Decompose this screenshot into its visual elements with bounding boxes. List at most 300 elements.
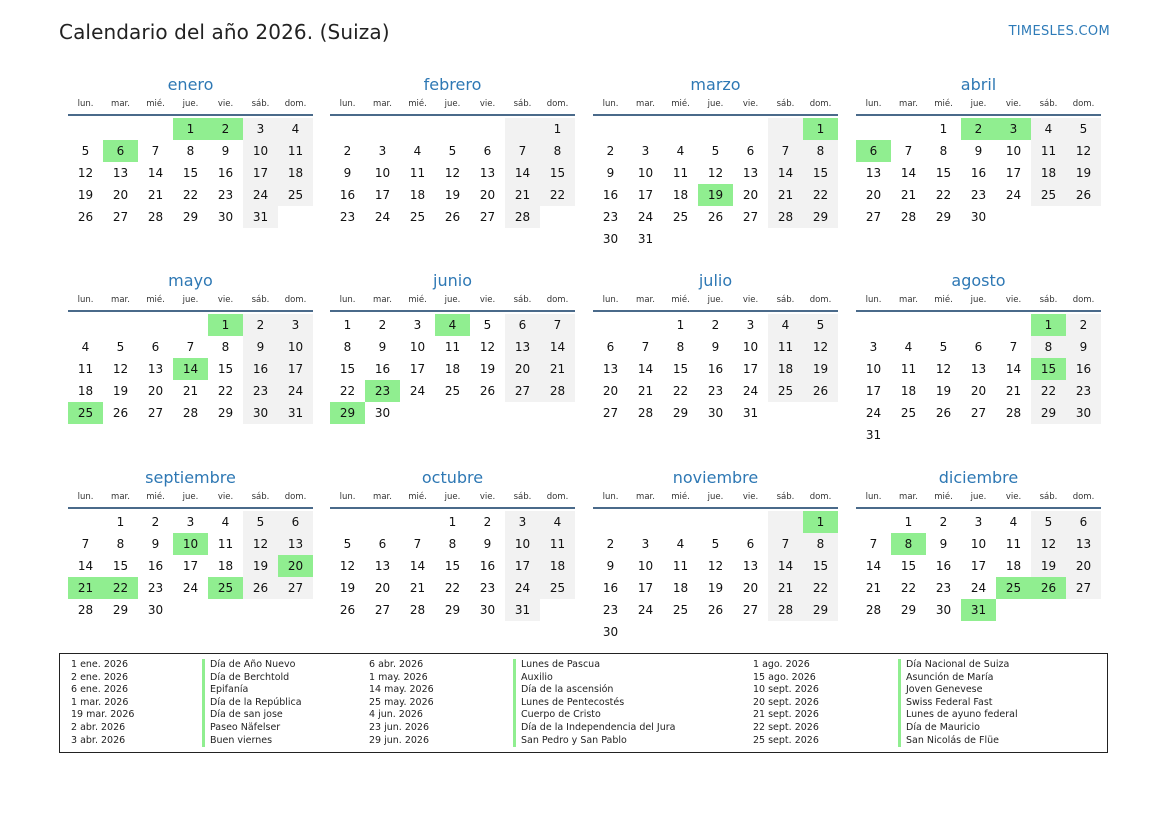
day-cell: 19 — [1066, 162, 1101, 184]
day-cell: 28 — [768, 206, 803, 228]
day-cell: 23 — [217, 188, 234, 202]
day-cell: 23 — [479, 581, 496, 595]
day-cell: 17 — [182, 559, 199, 573]
day-cell: 27 — [147, 406, 164, 420]
day-cell: 18 — [768, 358, 803, 380]
day-cell: 30 — [479, 603, 496, 617]
empty-cell — [593, 118, 628, 140]
legend-holiday-name: Lunes de ayuno federal — [898, 709, 1018, 722]
day-cell: 16 — [479, 559, 496, 573]
day-cell: 10 — [243, 140, 278, 162]
day-cell: 16 — [707, 362, 724, 376]
day-cell: 21 — [768, 184, 803, 206]
day-cell: 15 — [803, 162, 838, 184]
day-cell: 2 — [343, 144, 352, 158]
day-cell: 25 — [540, 577, 575, 599]
empty-cell — [803, 228, 838, 250]
day-cell: 17 — [1005, 166, 1022, 180]
day-cell: 28 — [409, 603, 426, 617]
day-cell: 11 — [409, 166, 426, 180]
day-cell: 21 — [1005, 384, 1022, 398]
day-cell: 29 — [444, 603, 461, 617]
day-cell: 20 — [742, 581, 759, 595]
day-cell: 26 — [444, 210, 461, 224]
day-cell: 24 — [637, 603, 654, 617]
empty-cell — [628, 118, 663, 140]
day-cell: 1 — [676, 318, 685, 332]
day-cell: 5 — [343, 537, 352, 551]
legend-holiday-name: Paseo Näfelser — [202, 722, 302, 735]
day-cell: 5 — [1066, 118, 1101, 140]
day-cell: 30 — [147, 603, 164, 617]
day-cell: 6 — [746, 144, 755, 158]
day-cell: 22 — [103, 577, 138, 599]
day-cell: 5 — [711, 537, 720, 551]
day-cell: 15 — [672, 362, 689, 376]
day-cell: 15 — [1031, 358, 1066, 380]
day-cell: 25 — [409, 210, 426, 224]
day-cell: 4 — [435, 314, 470, 336]
day-cell: 24 — [970, 581, 987, 595]
day-cell: 18 — [540, 555, 575, 577]
day-cell: 18 — [278, 162, 313, 184]
weekday-header — [856, 98, 1101, 116]
day-cell: 10 — [1005, 144, 1022, 158]
day-cell: 14 — [173, 358, 208, 380]
empty-cell — [768, 228, 803, 250]
day-cell: 12 — [444, 166, 461, 180]
weekday-label: mar. — [899, 492, 918, 502]
legend-date: 2 abr. 2026 — [71, 721, 126, 733]
empty-cell — [470, 118, 505, 140]
month-title: mayo — [168, 271, 213, 290]
empty-cell — [1066, 599, 1101, 621]
day-cell: 20 — [602, 384, 619, 398]
legend-dates-col-3 — [753, 659, 819, 747]
day-cell: 18 — [1005, 559, 1022, 573]
day-cell: 4 — [768, 314, 803, 336]
empty-cell — [891, 118, 926, 140]
empty-cell — [996, 599, 1031, 621]
weekday-label: lun. — [77, 99, 94, 109]
day-cell: 7 — [1009, 340, 1018, 354]
day-cell: 19 — [479, 362, 496, 376]
weekday-label: mar. — [373, 99, 392, 109]
day-cell: 7 — [768, 140, 803, 162]
day-cell: 27 — [742, 210, 759, 224]
legend-date: 20 sept. 2026 — [753, 696, 819, 708]
day-grid — [330, 118, 575, 228]
day-cell: 17 — [742, 362, 759, 376]
day-cell: 21 — [768, 577, 803, 599]
day-cell: 12 — [707, 166, 724, 180]
month-agosto — [856, 271, 1101, 446]
day-cell: 5 — [1031, 511, 1066, 533]
weekday-label: mar. — [899, 295, 918, 305]
weekday-label: jue. — [444, 295, 461, 305]
month-abril — [856, 75, 1101, 228]
day-cell: 2 — [606, 537, 615, 551]
day-cell: 12 — [479, 340, 496, 354]
day-cell: 15 — [182, 166, 199, 180]
day-cell: 5 — [116, 340, 125, 354]
day-cell: 22 — [444, 581, 461, 595]
weekday-label: sáb. — [776, 492, 795, 502]
day-cell: 11 — [444, 340, 461, 354]
day-cell: 29 — [803, 206, 838, 228]
day-cell: 15 — [900, 559, 917, 573]
day-cell: 9 — [243, 336, 278, 358]
weekday-label: sáb. — [513, 492, 532, 502]
day-cell: 27 — [374, 603, 391, 617]
legend-date: 6 abr. 2026 — [369, 659, 424, 670]
empty-cell — [856, 511, 891, 533]
day-cell: 22 — [540, 184, 575, 206]
day-cell: 27 — [1066, 577, 1101, 599]
day-cell: 12 — [707, 559, 724, 573]
day-cell: 24 — [374, 210, 391, 224]
day-cell: 10 — [173, 533, 208, 555]
weekday-label: mié. — [146, 492, 165, 502]
day-cell: 19 — [77, 188, 94, 202]
weekday-header — [593, 294, 838, 312]
day-cell: 14 — [540, 336, 575, 358]
weekday-label: sáb. — [513, 295, 532, 305]
legend-holiday-name: San Pedro y San Pablo — [513, 735, 675, 748]
day-cell: 29 — [935, 210, 952, 224]
day-cell: 30 — [602, 232, 619, 246]
legend-dates-col-2 — [369, 659, 434, 747]
day-cell: 2 — [1066, 314, 1101, 336]
day-cell: 22 — [900, 581, 917, 595]
day-cell: 14 — [768, 162, 803, 184]
day-cell: 12 — [803, 336, 838, 358]
day-cell: 5 — [803, 314, 838, 336]
empty-cell — [891, 424, 926, 446]
day-cell: 6 — [1066, 511, 1101, 533]
weekday-label: lun. — [339, 492, 356, 502]
day-cell: 23 — [602, 603, 619, 617]
day-cell: 31 — [865, 428, 882, 442]
day-cell: 18 — [672, 581, 689, 595]
day-cell: 14 — [409, 559, 426, 573]
day-cell: 9 — [711, 340, 720, 354]
day-cell: 6 — [505, 314, 540, 336]
day-grid — [68, 314, 313, 424]
weekday-label: mié. — [408, 492, 427, 502]
day-cell: 24 — [637, 210, 654, 224]
empty-cell — [663, 118, 698, 140]
day-cell: 2 — [243, 314, 278, 336]
weekday-label: mié. — [408, 99, 427, 109]
day-cell: 29 — [182, 210, 199, 224]
empty-cell — [733, 228, 768, 250]
legend-date: 23 jun. 2026 — [369, 721, 430, 733]
day-cell: 8 — [1031, 336, 1066, 358]
day-cell: 11 — [278, 140, 313, 162]
empty-cell — [400, 511, 435, 533]
day-cell: 7 — [505, 140, 540, 162]
empty-cell — [926, 314, 961, 336]
day-grid — [856, 118, 1101, 228]
day-cell: 20 — [742, 188, 759, 202]
day-cell: 6 — [746, 537, 755, 551]
legend-holiday-name: Lunes de Pascua — [513, 659, 675, 672]
day-cell: 10 — [278, 336, 313, 358]
day-cell: 8 — [891, 533, 926, 555]
day-cell: 3 — [641, 537, 650, 551]
day-cell: 17 — [505, 555, 540, 577]
day-cell: 7 — [540, 314, 575, 336]
empty-cell — [435, 402, 470, 424]
day-cell: 20 — [479, 188, 496, 202]
day-cell: 8 — [676, 340, 685, 354]
day-cell: 15 — [540, 162, 575, 184]
day-cell: 1 — [116, 515, 125, 529]
day-cell: 20 — [374, 581, 391, 595]
day-cell: 11 — [672, 559, 689, 573]
legend-date: 19 mar. 2026 — [71, 709, 135, 721]
day-cell: 20 — [970, 384, 987, 398]
empty-cell — [278, 599, 313, 621]
day-cell: 29 — [1031, 402, 1066, 424]
empty-cell — [470, 402, 505, 424]
legend-date: 3 abr. 2026 — [71, 734, 126, 746]
day-cell: 3 — [746, 318, 755, 332]
day-grid — [856, 511, 1101, 621]
legend-holiday-name: Buen viernes — [202, 735, 302, 748]
day-cell: 26 — [77, 210, 94, 224]
day-cell: 10 — [505, 533, 540, 555]
legend-holiday-name: Día de la República — [202, 697, 302, 710]
day-cell: 29 — [900, 603, 917, 617]
day-cell: 25 — [900, 406, 917, 420]
weekday-label: sáb. — [776, 99, 795, 109]
day-cell: 25 — [672, 603, 689, 617]
month-title: septiembre — [145, 468, 236, 487]
empty-cell — [1066, 424, 1101, 446]
day-cell: 12 — [935, 362, 952, 376]
day-cell: 27 — [505, 380, 540, 402]
day-cell: 13 — [374, 559, 391, 573]
day-cell: 5 — [711, 144, 720, 158]
month-title: marzo — [690, 75, 741, 94]
weekday-label: vie. — [1005, 99, 1022, 109]
day-cell: 2 — [378, 318, 387, 332]
day-cell: 2 — [711, 318, 720, 332]
day-cell: 23 — [339, 210, 356, 224]
weekday-label: lun. — [602, 99, 619, 109]
day-cell: 1 — [448, 515, 457, 529]
weekday-label: dom. — [1072, 295, 1095, 305]
empty-cell — [593, 314, 628, 336]
day-cell: 8 — [343, 340, 352, 354]
day-cell: 9 — [1066, 336, 1101, 358]
empty-cell — [540, 402, 575, 424]
day-cell: 26 — [339, 603, 356, 617]
month-mayo — [68, 271, 313, 424]
day-cell: 12 — [339, 559, 356, 573]
day-cell: 30 — [602, 625, 619, 639]
day-cell: 23 — [365, 380, 400, 402]
weekday-label: lun. — [865, 295, 882, 305]
day-cell: 13 — [505, 336, 540, 358]
empty-cell — [733, 511, 768, 533]
day-cell: 10 — [742, 340, 759, 354]
day-cell: 28 — [182, 406, 199, 420]
day-cell: 13 — [147, 362, 164, 376]
day-cell: 18 — [444, 362, 461, 376]
empty-cell — [505, 118, 540, 140]
day-cell: 4 — [676, 144, 685, 158]
month-title: octubre — [421, 468, 484, 487]
day-cell: 22 — [935, 188, 952, 202]
empty-cell — [593, 511, 628, 533]
day-cell: 18 — [77, 384, 94, 398]
site-link[interactable]: TIMESLES.COM — [1008, 24, 1110, 39]
weekday-label: mar. — [373, 295, 392, 305]
day-cell: 7 — [413, 537, 422, 551]
day-cell: 26 — [707, 210, 724, 224]
weekday-label: sáb. — [251, 99, 270, 109]
day-cell: 4 — [278, 118, 313, 140]
legend-holiday-name: Día de la ascensión — [513, 684, 675, 697]
weekday-header — [330, 98, 575, 116]
empty-cell — [138, 314, 173, 336]
day-cell: 26 — [479, 384, 496, 398]
month-title: febrero — [423, 75, 482, 94]
day-cell: 5 — [483, 318, 492, 332]
weekday-label: vie. — [1005, 295, 1022, 305]
day-cell: 26 — [935, 406, 952, 420]
weekday-label: mar. — [111, 492, 130, 502]
legend-holiday-name: Swiss Federal Fast — [898, 697, 1018, 710]
empty-cell — [628, 621, 663, 643]
day-cell: 8 — [116, 537, 125, 551]
day-cell: 9 — [343, 166, 352, 180]
legend-date: 14 may. 2026 — [369, 684, 434, 696]
day-cell: 31 — [742, 406, 759, 420]
day-cell: 15 — [339, 362, 356, 376]
day-cell: 6 — [974, 340, 983, 354]
empty-cell — [768, 621, 803, 643]
day-cell: 25 — [768, 380, 803, 402]
empty-cell — [628, 314, 663, 336]
day-cell: 13 — [1066, 533, 1101, 555]
day-cell: 31 — [505, 599, 540, 621]
day-cell: 21 — [409, 581, 426, 595]
weekday-label: dom. — [546, 492, 569, 502]
day-cell: 25 — [996, 577, 1031, 599]
day-cell: 25 — [68, 402, 103, 424]
weekday-label: sáb. — [251, 492, 270, 502]
legend-date: 6 ene. 2026 — [71, 684, 128, 696]
weekday-label: sáb. — [251, 295, 270, 305]
day-cell: 16 — [217, 166, 234, 180]
day-cell: 9 — [606, 166, 615, 180]
weekday-label: lun. — [865, 492, 882, 502]
day-cell: 31 — [961, 599, 996, 621]
day-grid — [68, 511, 313, 621]
day-cell: 10 — [374, 166, 391, 180]
day-cell: 15 — [217, 362, 234, 376]
day-cell: 14 — [1005, 362, 1022, 376]
empty-cell — [330, 118, 365, 140]
day-cell: 14 — [865, 559, 882, 573]
empty-cell — [400, 402, 435, 424]
day-grid — [856, 314, 1101, 446]
empty-cell — [278, 206, 313, 228]
day-cell: 6 — [378, 537, 387, 551]
empty-cell — [540, 206, 575, 228]
day-cell: 21 — [637, 384, 654, 398]
day-cell: 26 — [707, 603, 724, 617]
empty-cell — [1066, 206, 1101, 228]
weekday-label: dom. — [284, 295, 307, 305]
day-cell: 30 — [243, 402, 278, 424]
day-cell: 19 — [1031, 555, 1066, 577]
legend-holiday-name: Cuerpo de Cristo — [513, 709, 675, 722]
day-cell: 29 — [112, 603, 129, 617]
day-cell: 26 — [1031, 577, 1066, 599]
day-cell: 7 — [151, 144, 160, 158]
day-cell: 4 — [676, 537, 685, 551]
month-junio — [330, 271, 575, 424]
day-cell: 12 — [1066, 140, 1101, 162]
weekday-label: jue. — [707, 295, 724, 305]
day-cell: 16 — [243, 358, 278, 380]
day-cell: 30 — [935, 603, 952, 617]
day-cell: 25 — [208, 577, 243, 599]
empty-cell — [68, 511, 103, 533]
weekday-label: mié. — [671, 295, 690, 305]
weekday-label: jue. — [707, 99, 724, 109]
day-cell: 20 — [278, 555, 313, 577]
day-cell: 2 — [606, 144, 615, 158]
day-cell: 13 — [742, 166, 759, 180]
weekday-label: vie. — [217, 99, 234, 109]
empty-cell — [663, 621, 698, 643]
day-cell: 3 — [243, 118, 278, 140]
month-title: diciembre — [938, 468, 1019, 487]
day-cell: 12 — [1031, 533, 1066, 555]
month-febrero — [330, 75, 575, 228]
weekday-label: jue. — [970, 99, 987, 109]
legend-date: 25 sept. 2026 — [753, 734, 819, 746]
weekday-label: lun. — [865, 99, 882, 109]
day-cell: 24 — [182, 581, 199, 595]
day-cell: 20 — [147, 384, 164, 398]
day-grid — [330, 511, 575, 621]
day-cell: 7 — [904, 144, 913, 158]
weekday-label: vie. — [479, 99, 496, 109]
day-cell: 16 — [147, 559, 164, 573]
legend-date: 29 jun. 2026 — [369, 734, 430, 746]
legend-holiday-name: Epifanía — [202, 684, 302, 697]
day-cell: 22 — [672, 384, 689, 398]
weekday-header — [68, 98, 313, 116]
day-cell: 1 — [803, 118, 838, 140]
day-cell: 1 — [343, 318, 352, 332]
empty-cell — [856, 118, 891, 140]
day-cell: 18 — [1031, 162, 1066, 184]
day-cell: 4 — [413, 144, 422, 158]
day-cell: 8 — [803, 533, 838, 555]
day-cell: 9 — [221, 144, 230, 158]
day-cell: 28 — [147, 210, 164, 224]
weekday-label: mar. — [636, 492, 655, 502]
day-cell: 9 — [974, 144, 983, 158]
